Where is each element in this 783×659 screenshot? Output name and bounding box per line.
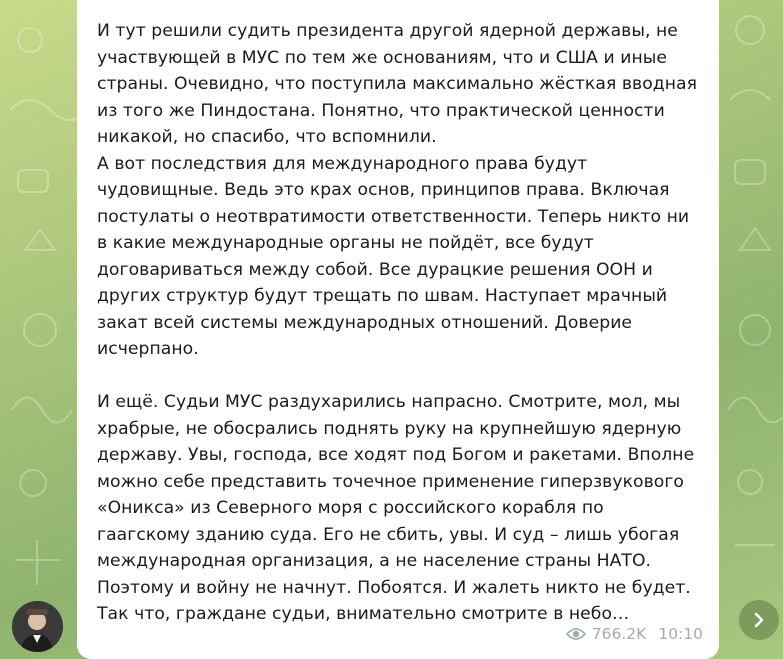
message-text [97,18,699,628]
message-time: 10:10 [658,625,703,643]
message-paragraph-3: И ещё. Судьи МУС раздухарились напрасно. Смотрите, мол, мы храбрые, не обосрались поднять руку на крупнейшую ядерную державу. Увы, господа, все ходят под Богом и ракетами. Вполне можно себе представить точечное применение гиперзвукового «Оникса» из Северного моря с российского корабля по гаагскому зданию суда. Его не сбить, увы. И суд – лишь убогая международная организация, а не население страны НАТО. Поэтому и войну не начнут. Побоятся. И жалеть никто не будет. Так что, граждане судьи, внимательно смотрите в небо… [97,392,695,624]
eye-icon [566,627,586,641]
forward-button[interactable] [739,600,779,640]
message-meta [566,625,703,643]
channel-avatar[interactable] [12,601,63,652]
chevron-right-icon [750,611,768,629]
view-count: 766.2K [591,625,647,643]
avatar-portrait-icon [12,601,63,652]
message-paragraph-2: А вот последствия для международного права будут чудовищные. Ведь это крах основ, принципов права. Включая постулаты о неотвратимости ответственности. Теперь никто ни в какие международные органы не пойдёт, все будут договариваться между собой. Все дурацкие решения ООН и других структур будут трещать по швам. Наступает мрачный закат всей системы международных отношений. Доверие исчерпано. [97,153,690,359]
message-paragraph-1: И тут решили судить президента другой ядерной державы, не участвующей в МУС по тем же основаниям, что и США и иные страны. Очевидно, что поступила максимально жёсткая вводная из того же Пиндостана. Понятно, что практической ценности никакой, но спасибо, что вспомнили. [97,21,697,147]
paragraph-spacer [97,363,699,390]
message-bubble[interactable] [77,0,719,659]
